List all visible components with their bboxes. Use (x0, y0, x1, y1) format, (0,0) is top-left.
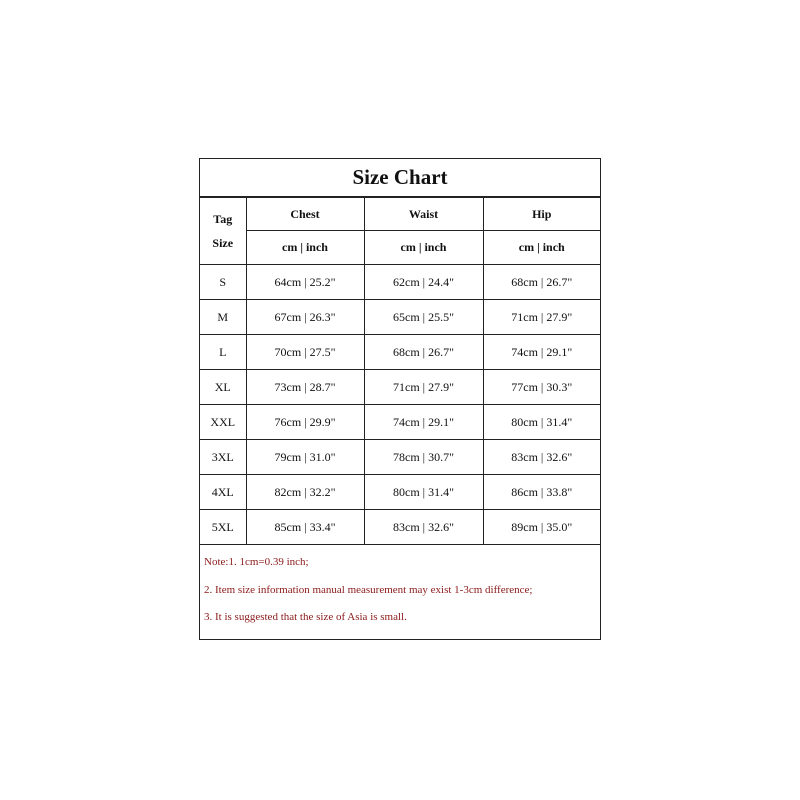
header-row (200, 198, 600, 231)
table-row (200, 510, 600, 545)
chest-cell: 70cm | 27.5" (246, 335, 364, 370)
waist-cell: 74cm | 29.1" (364, 405, 483, 440)
hip-cell: 74cm | 29.1" (483, 335, 600, 370)
hip-cell: 71cm | 27.9" (483, 300, 600, 335)
hip-cell: 83cm | 32.6" (483, 440, 600, 475)
hip-cell: 86cm | 33.8" (483, 475, 600, 510)
waist-cell: 65cm | 25.5" (364, 300, 483, 335)
note-line: 2. Item size information manual measurement may exist 1-3cm difference; (204, 583, 533, 596)
chest-header: Chest (246, 198, 364, 231)
tag-size-header (200, 198, 246, 265)
table-row (200, 300, 600, 335)
chest-cell: 79cm | 31.0" (246, 440, 364, 475)
hip-cell: 77cm | 30.3" (483, 370, 600, 405)
chart-title: Size Chart (200, 159, 600, 197)
note-line: Note:1. 1cm=0.39 inch; (204, 556, 309, 568)
size-cell: M (200, 300, 246, 335)
size-cell: XXL (200, 405, 246, 440)
table-row (200, 475, 600, 510)
hip-cell: 89cm | 35.0" (483, 510, 600, 545)
chest-unit: cm | inch (246, 231, 364, 265)
size-cell: 3XL (200, 440, 246, 475)
table-row (200, 370, 600, 405)
size-table (200, 197, 600, 545)
waist-cell: 62cm | 24.4" (364, 265, 483, 300)
size-cell: L (200, 335, 246, 370)
size-label: Size (212, 236, 234, 250)
chest-cell: 82cm | 32.2" (246, 475, 364, 510)
chest-cell: 73cm | 28.7" (246, 370, 364, 405)
note-line: 3. It is suggested that the size of Asia is small. (204, 611, 407, 623)
table-row (200, 335, 600, 370)
size-cell: XL (200, 370, 246, 405)
size-chart (199, 158, 601, 640)
waist-unit: cm | inch (364, 231, 483, 265)
size-cell: S (200, 265, 246, 300)
waist-cell: 68cm | 26.7" (364, 335, 483, 370)
table-row (200, 440, 600, 475)
hip-header: Hip (483, 198, 600, 231)
hip-cell: 68cm | 26.7" (483, 265, 600, 300)
waist-cell: 71cm | 27.9" (364, 370, 483, 405)
waist-header: Waist (364, 198, 483, 231)
table-row (200, 405, 600, 440)
waist-cell: 83cm | 32.6" (364, 510, 483, 545)
chest-cell: 85cm | 33.4" (246, 510, 364, 545)
unit-row (200, 231, 600, 265)
chest-cell: 67cm | 26.3" (246, 300, 364, 335)
waist-cell: 78cm | 30.7" (364, 440, 483, 475)
hip-unit: cm | inch (483, 231, 600, 265)
hip-cell: 80cm | 31.4" (483, 405, 600, 440)
table-row (200, 265, 600, 300)
size-cell: 5XL (200, 510, 246, 545)
tag-label: Tag (213, 212, 233, 226)
size-cell: 4XL (200, 475, 246, 510)
chest-cell: 76cm | 29.9" (246, 405, 364, 440)
waist-cell: 80cm | 31.4" (364, 475, 483, 510)
chest-cell: 64cm | 25.2" (246, 265, 364, 300)
notes-section (200, 545, 600, 638)
